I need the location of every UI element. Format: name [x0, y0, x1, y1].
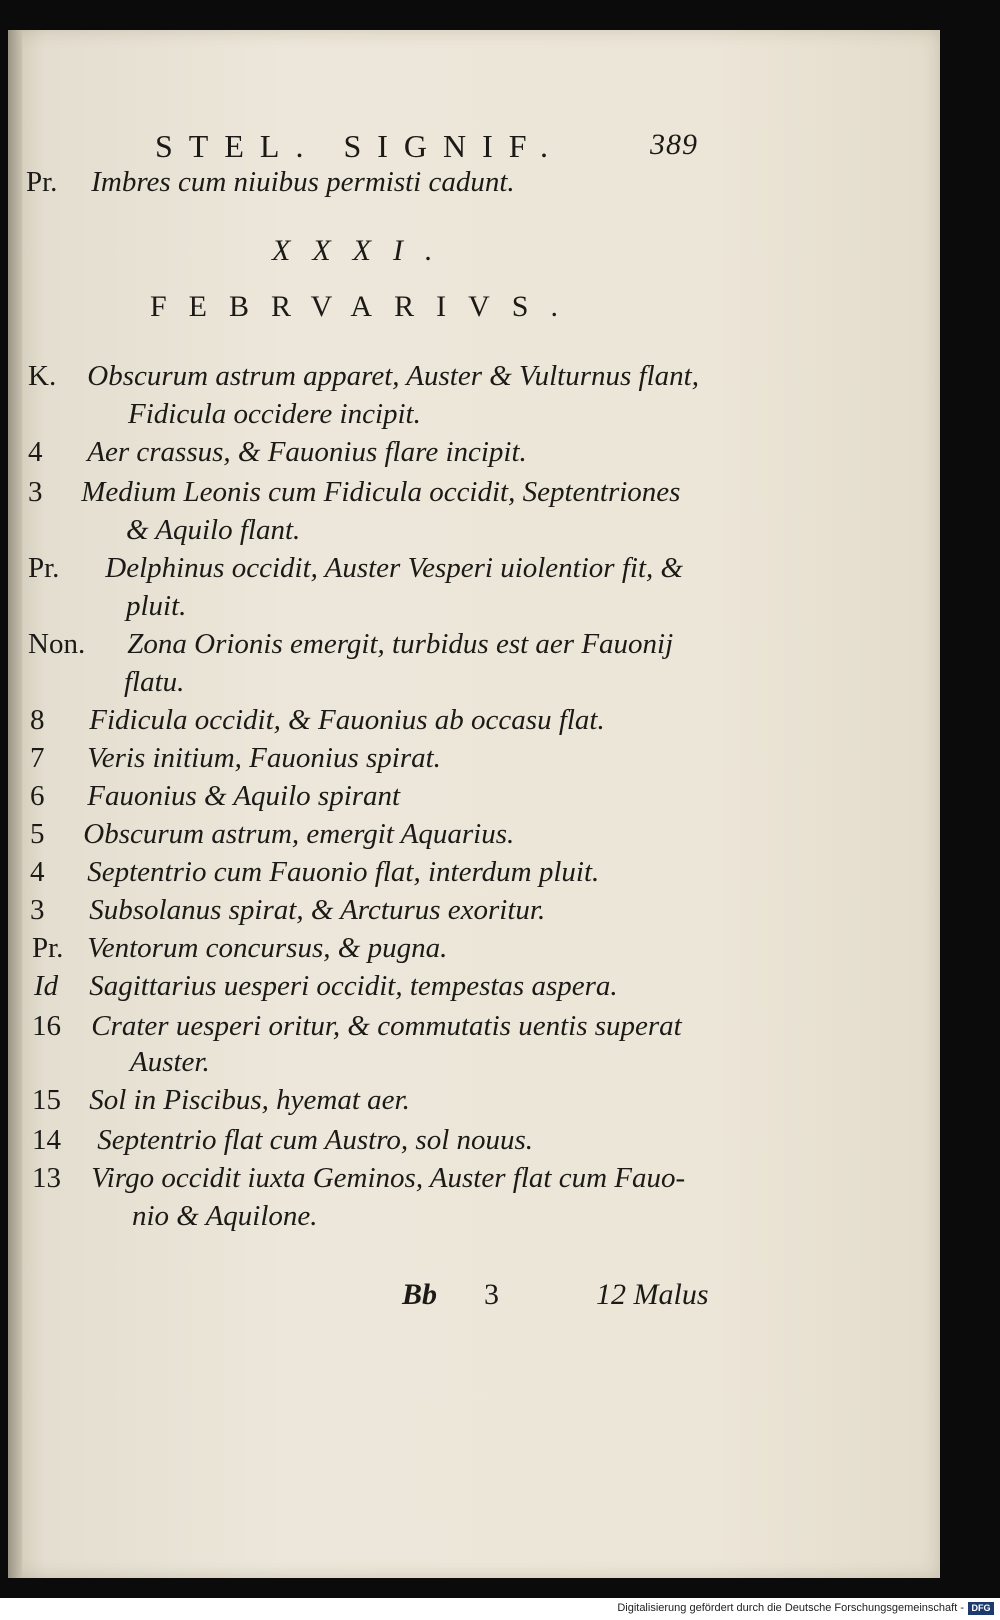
entry-date-line — [32, 1010, 682, 1043]
entry-text: Sol in Piscibus, hyemat aer. — [89, 1084, 410, 1116]
entry-date: Id — [34, 970, 59, 1002]
entry-date: 3 — [28, 476, 43, 508]
top-line-date: Pr. — [26, 166, 58, 198]
entry-text: Obscurum astrum, emergit Aquarius. — [83, 818, 515, 850]
entry-text: Fidicula occidit, & Fauonius ab occasu flat. — [89, 704, 605, 736]
running-title: STEL. SIGNIF. — [155, 128, 564, 164]
entry-continuation: Fidicula occidere incipit. — [128, 398, 421, 430]
entry-date: 5 — [30, 818, 45, 850]
entry-date-line — [30, 780, 400, 813]
digitization-footer — [0, 1598, 1000, 1620]
entry-date: Pr. — [32, 932, 64, 964]
running-header — [155, 128, 715, 165]
entry-text: Aer crassus, & Fauonius flare incipit. — [87, 436, 527, 468]
entry-date-line — [30, 856, 599, 889]
entry-date: 8 — [30, 704, 45, 736]
entry-date-line — [32, 1162, 685, 1195]
entry-date-line — [28, 552, 683, 585]
entry-text: Sagittarius uesperi occidit, tempestas aspera. — [89, 970, 618, 1002]
entry-date: 4 — [28, 436, 43, 468]
entry-date-line — [32, 932, 447, 965]
entry-date: Non. — [28, 628, 86, 660]
entry-text: Zona Orionis emergit, turbidus est aer Fauonij — [127, 628, 674, 660]
section-number: XXXI. — [272, 234, 455, 267]
entry-date-line — [32, 1124, 533, 1157]
top-line — [26, 166, 515, 199]
top-line-text: Imbres cum niuibus permisti cadunt. — [91, 166, 515, 198]
entry-date: 6 — [30, 780, 45, 812]
month-heading: FEBRVARIVS. — [150, 290, 580, 323]
entry-date-line — [30, 704, 605, 737]
entry-date-line — [28, 360, 699, 393]
entry-continuation: pluit. — [126, 590, 187, 622]
entry-date: 13 — [32, 1162, 61, 1194]
entry-text: Obscurum astrum apparet, Auster & Vulturnus flant, — [87, 360, 699, 392]
entry-date-line — [30, 742, 441, 775]
entry-date-line — [28, 436, 527, 469]
page-number: 389 — [650, 128, 698, 161]
digitization-note: Digitalisierung gefördert durch die Deutsche Forschungsgemeinschaft - — [617, 1602, 964, 1614]
entry-date-line — [34, 970, 618, 1003]
entry-text: Veris initium, Fauonius spirat. — [87, 742, 441, 774]
entry-continuation: nio & Aquilone. — [132, 1200, 318, 1232]
entry-text: Septentrio flat cum Austro, sol nouus. — [97, 1124, 534, 1156]
entry-text: Virgo occidit iuxta Geminos, Auster flat cum Fauo- — [91, 1162, 686, 1194]
entry-date: 4 — [30, 856, 45, 888]
gathering-number: 3 — [484, 1278, 499, 1311]
entry-date: 15 — [32, 1084, 61, 1116]
entry-date: 3 — [30, 894, 45, 926]
entry-continuation: & Aquilo flant. — [126, 514, 301, 546]
entry-text: Medium Leonis cum Fidicula occidit, Septentriones — [81, 476, 681, 508]
entry-text: Fauonius & Aquilo spirant — [87, 780, 401, 812]
entry-date-line — [28, 628, 673, 661]
entry-date-line — [30, 818, 514, 851]
entry-date: 14 — [32, 1124, 61, 1156]
entry-continuation: Auster. — [130, 1046, 210, 1078]
catchword: 12 Malus — [596, 1278, 709, 1311]
entry-continuation: flatu. — [124, 666, 185, 698]
page-gutter — [8, 30, 22, 1578]
entry-text: Septentrio cum Fauonio flat, interdum pluit. — [87, 856, 600, 888]
entry-date-line — [28, 476, 680, 509]
entry-date: Pr. — [28, 552, 60, 584]
entry-date-line — [32, 1084, 410, 1117]
signature-mark: Bb — [402, 1278, 438, 1311]
dfg-logo: DFG — [968, 1602, 994, 1615]
entry-date: 7 — [30, 742, 45, 774]
entry-text: Crater uesperi oritur, & commutatis uentis superat — [91, 1010, 682, 1042]
entry-date: 16 — [32, 1010, 61, 1042]
entry-date-line — [30, 894, 545, 927]
entry-text: Ventorum concursus, & pugna. — [87, 932, 448, 964]
entry-text: Subsolanus spirat, & Arcturus exoritur. — [89, 894, 546, 926]
entry-date: K. — [28, 360, 57, 392]
entry-text: Delphinus occidit, Auster Vesperi uiolentior fit, & — [105, 552, 684, 584]
